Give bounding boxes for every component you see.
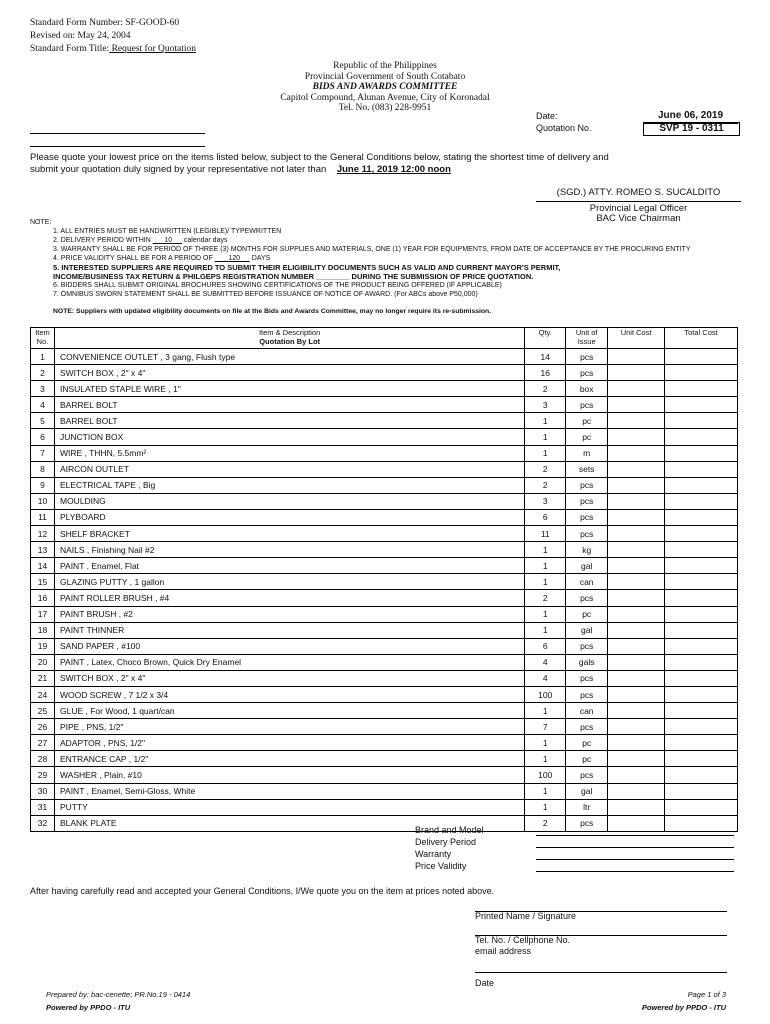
- total-cost-cell[interactable]: [665, 365, 738, 381]
- total-cost-cell[interactable]: [665, 397, 738, 413]
- item-qty: 4: [525, 654, 566, 670]
- unit-cost-cell[interactable]: [608, 365, 665, 381]
- item-no: 15: [31, 574, 55, 590]
- item-qty: 1: [525, 606, 566, 622]
- unit-cost-cell[interactable]: [608, 413, 665, 429]
- header-total-cost: Total Cost: [665, 328, 738, 349]
- item-description: PAINT THINNER: [54, 622, 524, 638]
- notes-block: [30, 218, 730, 316]
- acceptance-text: After having carefully read and accepted your General Conditions, I/We quote you on the item at prices noted above.: [30, 886, 495, 896]
- table-row: [31, 558, 738, 574]
- item-unit: pcs: [566, 686, 608, 702]
- item-qty: 1: [525, 703, 566, 719]
- item-unit: sets: [566, 461, 608, 477]
- item-qty: 2: [525, 815, 566, 831]
- item-description: ELECTRICAL TAPE , Big: [54, 477, 524, 493]
- item-description: WASHER , Plain, #10: [54, 767, 524, 783]
- unit-cost-cell[interactable]: [608, 735, 665, 751]
- item-qty: 16: [525, 365, 566, 381]
- item-unit: kg: [566, 542, 608, 558]
- table-header-row: [31, 328, 738, 349]
- date-label: Date:: [536, 111, 558, 121]
- note-4-post: DAYS: [251, 255, 271, 262]
- table-row: [31, 493, 738, 509]
- item-qty: 1: [525, 445, 566, 461]
- table-row: [31, 445, 738, 461]
- item-description: PLYBOARD: [54, 509, 524, 525]
- unit-cost-cell[interactable]: [608, 477, 665, 493]
- table-row: [31, 590, 738, 606]
- item-qty: 2: [525, 477, 566, 493]
- unit-cost-cell[interactable]: [608, 493, 665, 509]
- item-no: 8: [31, 461, 55, 477]
- table-row: [31, 574, 738, 590]
- item-qty: 14: [525, 349, 566, 365]
- item-qty: 100: [525, 767, 566, 783]
- total-cost-cell[interactable]: [665, 574, 738, 590]
- powered-by-left: Powered by PPDO - ITU: [46, 1003, 131, 1012]
- table-row: [31, 349, 738, 365]
- table-row: [31, 815, 738, 831]
- item-unit: pcs: [566, 509, 608, 525]
- total-cost-cell[interactable]: [665, 719, 738, 735]
- table-row: [31, 542, 738, 558]
- item-no: 17: [31, 606, 55, 622]
- table-row: [31, 477, 738, 493]
- item-no: 3: [31, 381, 55, 397]
- item-unit: pc: [566, 751, 608, 767]
- item-qty: 3: [525, 397, 566, 413]
- table-row: [31, 783, 738, 799]
- total-cost-cell[interactable]: [665, 558, 738, 574]
- item-unit: pcs: [566, 719, 608, 735]
- item-description: GLAZING PUTTY , 1 gallon: [54, 574, 524, 590]
- total-cost-cell[interactable]: [665, 509, 738, 525]
- unit-cost-cell[interactable]: [608, 654, 665, 670]
- table-row: [31, 461, 738, 477]
- total-cost-cell[interactable]: [665, 542, 738, 558]
- total-cost-cell[interactable]: [665, 703, 738, 719]
- date-line[interactable]: [475, 972, 727, 973]
- item-description: JUNCTION BOX: [54, 429, 524, 445]
- item-unit: pcs: [566, 638, 608, 654]
- signer-name: (SGD.) ATTY. ROMEO S. SUCALDITO: [536, 188, 741, 202]
- notes-bottom: NOTE: Suppliers with updated eligibility documents on file at the Bids and Awards Committee, may no longer require its re-submission.: [53, 308, 492, 315]
- item-no: 26: [31, 719, 55, 735]
- item-unit: ltr: [566, 799, 608, 815]
- item-no: 28: [31, 751, 55, 767]
- item-unit: pc: [566, 413, 608, 429]
- form-number: Standard Form Number: SF-GOOD-60: [30, 18, 180, 28]
- total-cost-cell[interactable]: [665, 735, 738, 751]
- unit-cost-cell[interactable]: [608, 703, 665, 719]
- unit-cost-cell[interactable]: [608, 542, 665, 558]
- note-6: 6. BIDDERS SHALL SUBMIT ORIGINAL BROCHURES SHOWING CERTIFICATIONS OF THE PRODUCT BEING OFFERED (IF APPLICABLE): [53, 282, 502, 289]
- table-row: [31, 381, 738, 397]
- intro-line1: Please quote your lowest price on the items listed below, subject to the General Conditions below, stating the shortest time of delivery and: [30, 152, 609, 163]
- item-unit: can: [566, 574, 608, 590]
- item-unit: pcs: [566, 590, 608, 606]
- item-qty: 1: [525, 429, 566, 445]
- item-unit: pcs: [566, 815, 608, 831]
- item-description: NAILS , Finishing Nail #2: [54, 542, 524, 558]
- items-table: [30, 327, 738, 832]
- header-description-sub: Quotation By Lot: [259, 337, 321, 346]
- item-no: 25: [31, 703, 55, 719]
- total-cost-cell[interactable]: [665, 477, 738, 493]
- item-description: SHELF BRACKET: [54, 526, 524, 542]
- item-unit: pcs: [566, 526, 608, 542]
- unit-cost-cell[interactable]: [608, 783, 665, 799]
- item-description: WOOD SCREW , 7 1/2 x 3/4: [54, 686, 524, 702]
- table-row: [31, 670, 738, 686]
- form-revised: Revised on: May 24, 2004: [30, 31, 131, 41]
- unit-cost-cell[interactable]: [608, 799, 665, 815]
- item-qty: 1: [525, 783, 566, 799]
- item-unit: gals: [566, 654, 608, 670]
- printed-name-label: Printed Name / Signature: [475, 911, 577, 921]
- total-cost-cell[interactable]: [665, 493, 738, 509]
- table-body: [31, 349, 738, 832]
- intro-line2-text: submit your quotation duly signed by your representative not later than: [30, 164, 327, 175]
- item-description: AIRCON OUTLET: [54, 461, 524, 477]
- item-qty: 3: [525, 493, 566, 509]
- note-2-post: calendar days: [183, 237, 228, 244]
- tel-label: Tel. No. / Cellphone No.: [475, 935, 571, 945]
- item-unit: pcs: [566, 397, 608, 413]
- unit-cost-cell[interactable]: [608, 638, 665, 654]
- item-no: 19: [31, 638, 55, 654]
- header-tel: Tel. No. (083) 228-9951: [338, 103, 432, 113]
- table-row: [31, 703, 738, 719]
- item-no: 30: [31, 783, 55, 799]
- delivery-period-label: Delivery Period: [415, 837, 477, 847]
- notes-heading: NOTE:: [30, 219, 52, 226]
- unit-cost-cell[interactable]: [608, 751, 665, 767]
- unit-cost-cell[interactable]: [608, 509, 665, 525]
- item-unit: box: [566, 381, 608, 397]
- unit-cost-cell[interactable]: [608, 670, 665, 686]
- table-row: [31, 751, 738, 767]
- item-qty: 1: [525, 413, 566, 429]
- item-unit: pcs: [566, 477, 608, 493]
- page-number: Page 1 of 3: [687, 990, 726, 999]
- item-unit: pc: [566, 429, 608, 445]
- total-cost-cell[interactable]: [665, 783, 738, 799]
- item-qty: 1: [525, 558, 566, 574]
- total-cost-cell[interactable]: [665, 526, 738, 542]
- header-unit-cost: Unit Cost: [608, 328, 665, 349]
- total-cost-cell[interactable]: [665, 606, 738, 622]
- item-unit: pcs: [566, 767, 608, 783]
- item-description: PAINT , Enamel, Semi-Gloss, White: [54, 783, 524, 799]
- brand-model-line[interactable]: [536, 835, 734, 836]
- item-description: PAINT ROLLER BRUSH , #4: [54, 590, 524, 606]
- total-cost-cell[interactable]: [665, 751, 738, 767]
- item-qty: 1: [525, 751, 566, 767]
- item-description: PUTTY: [54, 799, 524, 815]
- item-description: GLUE , For Wood, 1 quart/can: [54, 703, 524, 719]
- table-row: [31, 429, 738, 445]
- item-unit: gal: [566, 622, 608, 638]
- item-qty: 2: [525, 461, 566, 477]
- table-row: [31, 509, 738, 525]
- item-no: 6: [31, 429, 55, 445]
- item-description: SWITCH BOX , 2" x 4": [54, 670, 524, 686]
- email-label: email address: [475, 946, 532, 956]
- item-description: BLANK PLATE: [54, 815, 524, 831]
- item-unit: can: [566, 703, 608, 719]
- header-republic: Republic of the Philippines: [333, 61, 437, 71]
- unit-cost-cell[interactable]: [608, 429, 665, 445]
- unit-cost-cell[interactable]: [608, 686, 665, 702]
- unit-cost-cell[interactable]: [608, 590, 665, 606]
- item-qty: 100: [525, 686, 566, 702]
- total-cost-cell[interactable]: [665, 413, 738, 429]
- header-bac: BIDS AND AWARDS COMMITTEE: [312, 82, 458, 92]
- delivery-days: 10: [164, 237, 173, 244]
- form-title-label: Standard Form Title:: [30, 44, 110, 54]
- header-description: [54, 328, 524, 349]
- item-no: 21: [31, 670, 55, 686]
- note-5b: INCOME/BUSINESS TAX RETURN & PHILGEPS REGISTRATION NUMBER ________ DURING THE SUBMISSION OF PRICE QUOTATION.: [53, 272, 534, 281]
- total-cost-cell[interactable]: [665, 429, 738, 445]
- unit-cost-cell[interactable]: [608, 397, 665, 413]
- total-cost-cell[interactable]: [665, 638, 738, 654]
- item-unit: pcs: [566, 493, 608, 509]
- table-row: [31, 654, 738, 670]
- deadline: June 11, 2019 12:00 noon: [336, 164, 451, 175]
- unit-cost-cell[interactable]: [608, 526, 665, 542]
- table-row: [31, 719, 738, 735]
- quotation-value: SVP 19 - 0311: [643, 122, 740, 136]
- unit-cost-cell[interactable]: [608, 558, 665, 574]
- price-validity-line[interactable]: [536, 871, 734, 872]
- item-unit: pc: [566, 735, 608, 751]
- unit-cost-cell[interactable]: [608, 461, 665, 477]
- item-description: BARREL BOLT: [54, 413, 524, 429]
- supplier-name-line[interactable]: [30, 133, 205, 134]
- form-title-value: Request for Quotation: [109, 44, 196, 54]
- item-qty: 1: [525, 622, 566, 638]
- table-row: [31, 526, 738, 542]
- item-description: ENTRANCE CAP , 1/2": [54, 751, 524, 767]
- table-row: [31, 799, 738, 815]
- table-row: [31, 622, 738, 638]
- item-unit: pcs: [566, 349, 608, 365]
- item-description: INSULATED STAPLE WIRE , 1": [54, 381, 524, 397]
- item-description: PAINT , Latex, Choco Brown, Quick Dry Enamel: [54, 654, 524, 670]
- unit-cost-cell[interactable]: [608, 815, 665, 831]
- item-unit: gal: [566, 783, 608, 799]
- item-description: PAINT BRUSH , #2: [54, 606, 524, 622]
- item-qty: 11: [525, 526, 566, 542]
- item-no: 2: [31, 365, 55, 381]
- note-2: [30, 236, 730, 245]
- unit-cost-cell[interactable]: [608, 606, 665, 622]
- total-cost-cell[interactable]: [665, 445, 738, 461]
- table-row: [31, 686, 738, 702]
- item-no: 13: [31, 542, 55, 558]
- item-no: 12: [31, 526, 55, 542]
- unit-cost-cell[interactable]: [608, 767, 665, 783]
- item-qty: 2: [525, 590, 566, 606]
- note-5a: 5. INTERESTED SUPPLIERS ARE REQUIRED TO SUBMIT THEIR ELIGIBILITY DOCUMENTS SUCH AS VALID AND CURRENT MAYOR'S PERMIT,: [53, 263, 561, 272]
- note-4-value: [215, 255, 250, 262]
- quotation-label: Quotation No.: [536, 123, 592, 133]
- item-no: 10: [31, 493, 55, 509]
- item-no: 24: [31, 686, 55, 702]
- item-unit: pcs: [566, 670, 608, 686]
- delivery-period-line[interactable]: [536, 847, 734, 848]
- total-cost-cell[interactable]: [665, 686, 738, 702]
- item-description: BARREL BOLT: [54, 397, 524, 413]
- form-title: [30, 43, 196, 56]
- item-qty: 7: [525, 719, 566, 735]
- item-unit: pcs: [566, 365, 608, 381]
- unit-cost-cell[interactable]: [608, 381, 665, 397]
- item-qty: 2: [525, 381, 566, 397]
- item-no: 14: [31, 558, 55, 574]
- item-qty: 1: [525, 574, 566, 590]
- intro-line2: [30, 164, 730, 176]
- signature-date-label: Date: [475, 978, 495, 988]
- item-qty: 1: [525, 542, 566, 558]
- item-no: 20: [31, 654, 55, 670]
- form-metadata: [30, 17, 196, 56]
- header-address: Capitol Compound, Alunan Avenue, City of Koronadal: [280, 92, 490, 103]
- item-unit: m: [566, 445, 608, 461]
- total-cost-cell[interactable]: [665, 461, 738, 477]
- note-3: 3. WARRANTY SHALL BE FOR PERIOD OF THREE (3) MONTHS FOR SUPPLIES AND MATERIALS, ONE (1) YEAR FOR EQUIPMENTS, FROM DATE OF ACCEPTANCE BY THE PROCURING ENTITY: [53, 246, 691, 253]
- item-no: 29: [31, 767, 55, 783]
- unit-cost-cell[interactable]: [608, 349, 665, 365]
- item-no: 16: [31, 590, 55, 606]
- unit-cost-cell[interactable]: [608, 574, 665, 590]
- item-qty: 1: [525, 799, 566, 815]
- table-row: [31, 767, 738, 783]
- note-1: 1. ALL ENTRIES MUST BE HANDWRITTEN (LEGIBLE)/ TYPEWRITTEN: [53, 228, 282, 235]
- header-description-label: Item & Description: [258, 328, 321, 337]
- item-no: 1: [31, 349, 55, 365]
- item-qty: 1: [525, 735, 566, 751]
- total-cost-cell[interactable]: [665, 767, 738, 783]
- item-description: SAND PAPER , #100: [54, 638, 524, 654]
- prepared-by: Prepared by: bac-cenette; PR.No.19 - 0414: [46, 990, 191, 999]
- item-description: SWITCH BOX , 2" x 4": [54, 365, 524, 381]
- table-row: [31, 735, 738, 751]
- warranty-line[interactable]: [536, 859, 734, 860]
- item-unit: gal: [566, 558, 608, 574]
- header-province: Provincial Government of South Cotabato: [304, 71, 466, 82]
- header-unit: Unit of Issue: [566, 328, 608, 349]
- item-description: PAINT , Enamel, Flat: [54, 558, 524, 574]
- price-validity-label: Price Validity: [415, 861, 467, 871]
- signer-position-2: BAC Vice Chairman: [596, 213, 681, 224]
- table-row: [31, 365, 738, 381]
- item-no: 31: [31, 799, 55, 815]
- table-row: [31, 413, 738, 429]
- date-value: June 06, 2019: [643, 110, 738, 124]
- total-cost-cell[interactable]: [665, 622, 738, 638]
- unit-cost-cell[interactable]: [608, 622, 665, 638]
- item-qty: 6: [525, 509, 566, 525]
- unit-cost-cell[interactable]: [608, 719, 665, 735]
- supplier-address-line[interactable]: [30, 146, 205, 147]
- item-no: 11: [31, 509, 55, 525]
- note-4-pre: 4. PRICE VALIDITY SHALL BE FOR A PERIOD OF: [53, 255, 213, 262]
- item-no: 27: [31, 735, 55, 751]
- total-cost-cell[interactable]: [665, 815, 738, 831]
- total-cost-cell[interactable]: [665, 590, 738, 606]
- item-no: 18: [31, 622, 55, 638]
- table-row: [31, 397, 738, 413]
- unit-cost-cell[interactable]: [608, 445, 665, 461]
- item-description: ADAPTOR , PNS, 1/2": [54, 735, 524, 751]
- powered-by-right: Powered by PPDO - ITU: [641, 1003, 726, 1012]
- validity-days: 120: [228, 255, 241, 262]
- header-qty: Qty.: [525, 328, 566, 349]
- note-7: 7. OMNIBUS SWORN STATEMENT SHALL BE SUBMITTED BEFORE ISSUANCE OF NOTICE OF AWARD. (For ABCs above P50,000): [53, 291, 478, 298]
- total-cost-cell[interactable]: [665, 349, 738, 365]
- total-cost-cell[interactable]: [665, 381, 738, 397]
- item-unit: pc: [566, 606, 608, 622]
- agency-header: [0, 61, 770, 114]
- item-description: CONVENIENCE OUTLET , 3 gang, Flush type: [54, 349, 524, 365]
- table-row: [31, 638, 738, 654]
- item-qty: 4: [525, 670, 566, 686]
- signer-position-1: Provincial Legal Officer: [589, 202, 688, 214]
- total-cost-cell[interactable]: [665, 799, 738, 815]
- note-4: [30, 254, 730, 263]
- item-no: 7: [31, 445, 55, 461]
- item-no: 32: [31, 815, 55, 831]
- item-no: 9: [31, 477, 55, 493]
- item-description: WIRE , THHN, 5.5mm²: [54, 445, 524, 461]
- total-cost-cell[interactable]: [665, 654, 738, 670]
- item-no: 4: [31, 397, 55, 413]
- total-cost-cell[interactable]: [665, 670, 738, 686]
- item-no: 5: [31, 413, 55, 429]
- warranty-label: Warranty: [415, 849, 452, 859]
- table-row: [31, 606, 738, 622]
- item-description: PIPE , PNS, 1/2": [54, 719, 524, 735]
- header-item-no: Item No.: [31, 328, 55, 349]
- note-2-pre: 2. DELIVERY PERIOD WITHIN: [53, 237, 151, 244]
- item-qty: 6: [525, 638, 566, 654]
- note-2-value: [153, 237, 182, 244]
- item-description: MOULDING: [54, 493, 524, 509]
- intro-text: [30, 152, 730, 176]
- brand-model-label: Brand and Model: [415, 825, 484, 835]
